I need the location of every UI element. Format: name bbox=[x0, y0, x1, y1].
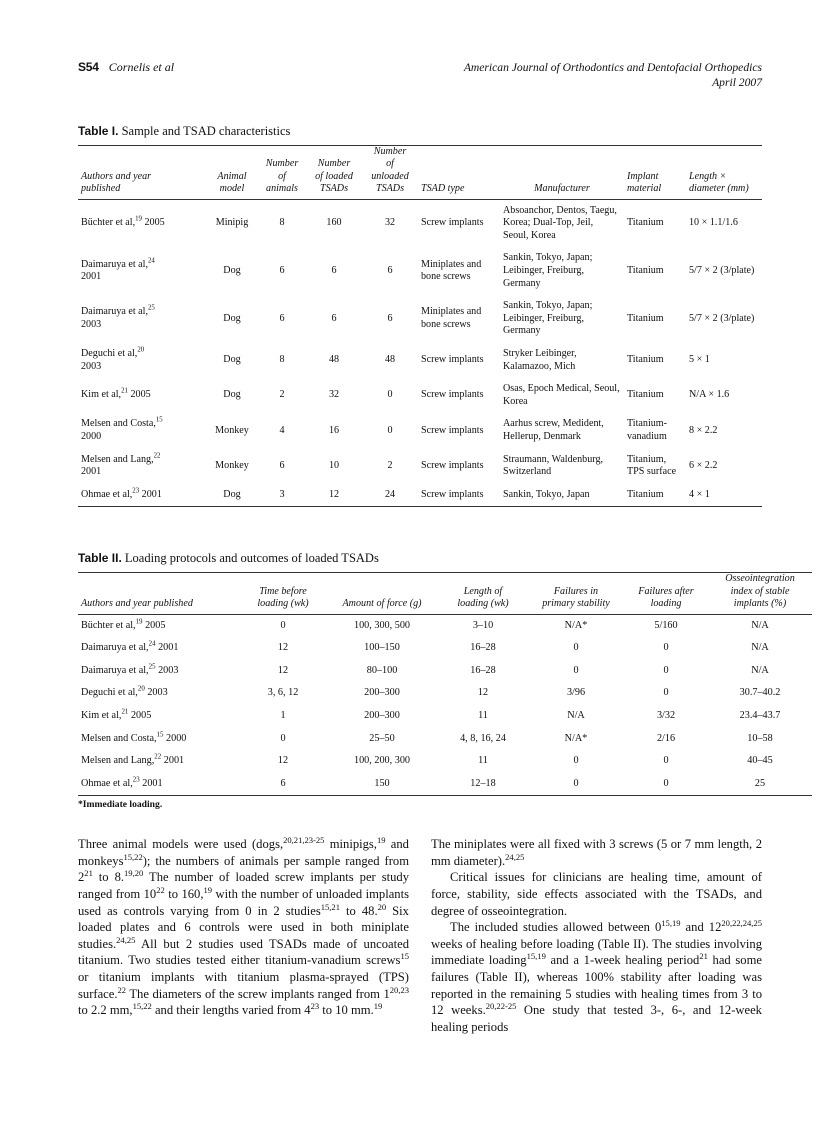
cell-length-of-loading: 11 bbox=[478, 755, 488, 767]
cell-number-loaded: 10 bbox=[328, 459, 340, 471]
table-2-body bbox=[78, 614, 812, 796]
cell-animal-model: Dog bbox=[223, 354, 241, 366]
cell-osseointegration-index: N/A bbox=[751, 664, 769, 676]
cell-manufacturer: Sankin, Tokyo, Japan; Leibinger, Freiburg, Germany bbox=[503, 252, 593, 289]
body-column-right bbox=[431, 836, 762, 1035]
cell-implant-material: Titanium, TPS surface bbox=[627, 453, 677, 478]
cell-author-year: Ohmae et al,$^{23}$ 2001 bbox=[78, 773, 240, 796]
table-row bbox=[78, 773, 812, 796]
cell-osseointegration-index: 25 bbox=[708, 773, 812, 796]
cell-author-year: Melsen and Costa,$^{15}$ 2000 bbox=[81, 731, 187, 744]
cell-manufacturer: Absoanchor, Dentos, Taegu, Korea; Dual-Top, Jeil, Seoul, Korea bbox=[503, 204, 617, 241]
body-column-left bbox=[78, 836, 409, 1035]
journal-title: American Journal of Orthodontics and Dentofacial Orthopedics bbox=[463, 61, 762, 74]
cell-author-year: Daimaruya et al,$^{25}$ 2003 bbox=[81, 663, 179, 676]
table-1-block bbox=[78, 124, 762, 507]
cell-manufacturer: Sankin, Tokyo, Japan; Leibinger, Freiburg, Germany bbox=[503, 300, 593, 337]
cell-number-animals: 8 bbox=[279, 217, 285, 229]
cell-number-unloaded: 24 bbox=[362, 484, 418, 507]
cell-time-before-loading: 12 bbox=[277, 664, 289, 676]
th2-failures-after-loading: Failures after loading bbox=[624, 573, 708, 614]
cell-author-year: Büchter et al,$^{19}$ 2005 bbox=[81, 215, 165, 229]
cell-osseointegration-index: N/A bbox=[751, 642, 769, 654]
cell-implant-material: Titanium bbox=[624, 484, 686, 507]
cell-author-year: Melsen and Lang,$^{22}$ 2001 bbox=[81, 452, 161, 478]
cell-failures-primary: 0 bbox=[528, 773, 624, 796]
th2-authors-year: Authors and year published bbox=[78, 573, 240, 614]
table-row bbox=[78, 614, 812, 637]
th2-failures-primary-stability: Failures in primary stability bbox=[528, 573, 624, 614]
th-number-loaded-tsads: Number of loaded TSADs bbox=[306, 146, 362, 200]
cell-manufacturer: Straumann, Waldenburg, Switzerland bbox=[503, 453, 604, 478]
th2-amount-of-force: Amount of force (g) bbox=[326, 573, 438, 614]
table-row bbox=[78, 295, 762, 343]
cell-author-year: Kim et al,$^{21}$ 2005 bbox=[81, 388, 151, 401]
cell-failures-primary: 0 bbox=[573, 755, 579, 767]
cell-implant-material: Titanium bbox=[627, 312, 664, 324]
cell-author-year: Melsen and Lang,$^{22}$ 2001 bbox=[81, 753, 185, 767]
table-row bbox=[78, 449, 762, 484]
table-row bbox=[78, 750, 812, 773]
cell-failures-primary: 0 bbox=[573, 664, 579, 676]
cell-time-before-loading: 1 bbox=[280, 709, 286, 721]
cell-tsad-type: Screw implants bbox=[421, 217, 484, 229]
table-row bbox=[78, 728, 812, 751]
cell-tsad-type: Screw implants bbox=[421, 354, 484, 366]
cell-number-animals: 6 bbox=[279, 265, 285, 276]
cell-failures-after: 0 bbox=[663, 687, 669, 699]
cell-number-unloaded: 48 bbox=[384, 354, 396, 366]
th-animal-model: Animal model bbox=[206, 146, 258, 200]
cell-amount-of-force: 80–100 bbox=[366, 664, 398, 676]
cell-length-of-loading: 16–28 bbox=[470, 642, 496, 654]
cell-animal-model: Minipig bbox=[215, 217, 249, 229]
cell-amount-of-force: 200–300 bbox=[364, 687, 400, 699]
table-row bbox=[78, 637, 812, 660]
table-2-footnote: *Immediate loading. bbox=[78, 799, 163, 811]
cell-amount-of-force: 150 bbox=[326, 773, 438, 796]
cell-number-unloaded: 6 bbox=[387, 265, 393, 276]
running-head-right bbox=[464, 60, 762, 90]
cell-length-of-loading: 3–10 bbox=[472, 619, 494, 631]
page-folio: S54 bbox=[78, 60, 99, 74]
cell-tsad-type: Screw implants bbox=[418, 484, 500, 507]
cell-number-animals: 6 bbox=[279, 459, 285, 471]
cell-manufacturer: Aarhus screw, Medident, Hellerup, Denmark bbox=[503, 418, 604, 442]
cell-time-before-loading: 6 bbox=[240, 773, 326, 796]
cell-number-animals: 6 bbox=[279, 312, 285, 324]
cell-time-before-loading: 0 bbox=[280, 619, 286, 631]
cell-failures-primary: N/A* bbox=[564, 619, 588, 631]
running-head-left bbox=[78, 60, 174, 76]
cell-number-loaded: 48 bbox=[328, 354, 340, 366]
th2-time-before-loading: Time before loading (wk) bbox=[240, 573, 326, 614]
cell-tsad-type: Screw implants bbox=[421, 424, 484, 436]
cell-number-loaded: 160 bbox=[326, 217, 342, 229]
cell-number-animals: 3 bbox=[258, 484, 306, 507]
cell-number-animals: 4 bbox=[279, 424, 285, 436]
cell-number-loaded: 6 bbox=[331, 265, 337, 276]
cell-manufacturer: Stryker Leibinger, Kalamazoo, Mich bbox=[503, 347, 577, 372]
th-manufacturer: Manufacturer bbox=[500, 146, 624, 200]
cell-number-loaded: 16 bbox=[328, 424, 340, 436]
cell-tsad-type: Screw implants bbox=[421, 389, 484, 401]
cell-implant-material: Titanium bbox=[627, 389, 664, 401]
cell-length-of-loading: 11 bbox=[478, 709, 488, 721]
paragraph: The included studies allowed between 0$^{15,19}$ and 12$^{20,22,24,25}$ weeks of healing before loading (Table II). The studies involving immediate loading$^{15,19}$ and a 1-week healing period$^{21}$ had some failures (Table II), whereas 100% stability after loading was reported in the remaining 5 studies with healing times from 3 to 12 weeks.$^{20,22-25}$ One study that tested 3-, 6-, and 12-week healing periods bbox=[431, 918, 762, 1034]
cell-osseointegration-index: 30.7–40.2 bbox=[739, 687, 781, 699]
cell-failures-primary: 0 bbox=[573, 642, 579, 654]
paragraph: Critical issues for clinicians are healing time, amount of force, stability, side effects associated with the TSADs, and degree of osseointegration. bbox=[431, 870, 762, 918]
table-1-body bbox=[78, 199, 762, 507]
cell-failures-after: 0 bbox=[663, 664, 669, 676]
th-length-diameter: Length × diameter (mm) bbox=[686, 146, 762, 200]
cell-time-before-loading: 12 bbox=[277, 755, 289, 767]
running-head bbox=[78, 60, 762, 90]
cell-author-year: Büchter et al,$^{19}$ 2005 bbox=[81, 618, 166, 631]
table-1-head bbox=[78, 146, 762, 200]
paragraph: Three animal models were used (dogs,$^{20,21,23-25}$ minipigs,$^{19}$ and monkeys$^{15,22}$); the numbers of animals per sample ranged from $2^{21}$ to 8.$^{19,20}$ The number of loaded screw implants per study ranged from $10^{22}$ to 160,19 with the number of unloaded implants used as controls varying from 0 in 2 studies$^{15,21}$ to 48.20 Six loaded plates and 6 controls were used in both miniplate studies.$^{24,25}$ All but 2 studies used TSADs made of uncoated titanium. Two studies tested either titanium-vanadium screws$^{15}$ or titanium implants with titanium plasma-sprayed (TPS) surface.$^{22}$ The diameters of the screw implants ranged from 1$^{20,23}$ to 2.2 mm,$^{15,22}$ and their lengths varied from $4^{23}$ to 10 mm.$^{19}$ bbox=[78, 835, 410, 1018]
table-row bbox=[78, 660, 812, 683]
table-2-block bbox=[78, 551, 795, 811]
cell-author-year: Melsen and Costa,$^{15}$ 2000 bbox=[81, 416, 163, 442]
cell-time-before-loading: 3, 6, 12 bbox=[267, 687, 299, 699]
cell-author-year: Deguchi et al,$^{20}$ 2003 bbox=[81, 685, 168, 699]
cell-animal-model: Monkey bbox=[215, 424, 249, 436]
issue-date: April 2007 bbox=[712, 76, 762, 89]
cell-implant-material: Titanium bbox=[627, 217, 664, 229]
th-number-unloaded-tsads: Number of unloaded TSADs bbox=[362, 146, 418, 200]
cell-author-year: Deguchi et al,$^{20}$ 2003 bbox=[81, 346, 145, 372]
cell-failures-after: 3/32 bbox=[656, 709, 676, 721]
cell-number-animals: 8 bbox=[279, 354, 285, 366]
cell-number-unloaded: 2 bbox=[387, 459, 393, 471]
cell-animal-model: Dog bbox=[223, 265, 241, 276]
cell-osseointegration-index: 10–58 bbox=[747, 732, 773, 744]
cell-length-of-loading: 4, 8, 16, 24 bbox=[460, 732, 506, 744]
cell-failures-primary: N/A* bbox=[564, 732, 588, 744]
table-1-caption bbox=[78, 124, 762, 139]
cell-amount-of-force: 100, 300, 500 bbox=[353, 619, 411, 631]
cell-tsad-type: Miniplates and bone screws bbox=[421, 258, 482, 283]
cell-number-unloaded: 0 bbox=[387, 424, 393, 436]
cell-amount-of-force: 100–150 bbox=[364, 642, 400, 654]
table-2-caption bbox=[78, 551, 762, 566]
table-2-head bbox=[78, 573, 812, 614]
th-number-animals: Number of animals bbox=[258, 146, 306, 200]
cell-length-of-loading: 12 bbox=[477, 687, 489, 699]
cell-osseointegration-index: N/A bbox=[751, 619, 769, 631]
cell-author-year: Daimaruya et al,$^{24}$ 2001 bbox=[81, 257, 155, 283]
cell-number-unloaded: 0 bbox=[387, 389, 393, 401]
cell-author-year: Daimaruya et al,$^{25}$ 2003 bbox=[81, 305, 155, 331]
paragraph: The miniplates were all fixed with 3 screws (5 or 7 mm length, 2 mm diameter).$^{24,25}$ bbox=[431, 837, 762, 868]
cell-number-loaded: 32 bbox=[328, 389, 340, 401]
cell-tsad-type: Miniplates and bone screws bbox=[421, 306, 482, 331]
cell-length-diameter: N/A × 1.6 bbox=[689, 389, 730, 401]
cell-amount-of-force: 100, 200, 300 bbox=[353, 755, 411, 767]
cell-length-diameter: 4 × 1 bbox=[686, 484, 762, 507]
table-1-number: Table I. bbox=[78, 124, 119, 138]
cell-osseointegration-index: 40–45 bbox=[747, 755, 773, 767]
table-row bbox=[78, 484, 762, 507]
cell-failures-after: 0 bbox=[663, 755, 669, 767]
cell-length-diameter: 10 × 1.1/1.6 bbox=[689, 217, 738, 229]
cell-manufacturer: Osas, Epoch Medical, Seoul, Korea bbox=[503, 383, 620, 407]
cell-failures-after: 2/16 bbox=[656, 732, 676, 744]
body-text bbox=[78, 836, 762, 1035]
table-2-number: Table II. bbox=[78, 551, 122, 566]
cell-animal-model: Dog bbox=[223, 312, 241, 324]
cell-implant-material: Titanium-vanadium bbox=[627, 418, 668, 442]
cell-failures-after: 0 bbox=[624, 773, 708, 796]
cell-number-animals: 2 bbox=[279, 389, 285, 401]
table-1 bbox=[78, 145, 762, 507]
th-tsad-type: TSAD type bbox=[418, 146, 500, 200]
cell-implant-material: Titanium bbox=[627, 265, 664, 276]
cell-failures-after: 5/160 bbox=[654, 619, 678, 631]
running-head-author: Cornelis et al bbox=[108, 60, 175, 74]
table-row bbox=[78, 413, 762, 448]
th-authors-year: Authors and year published bbox=[78, 146, 206, 200]
th2-osseointegration-index: Osseointegration index of stable implants (%) bbox=[708, 573, 812, 614]
cell-length-of-loading: 12–18 bbox=[438, 773, 528, 796]
table-row bbox=[78, 247, 762, 295]
cell-length-diameter: 5/7 × 2 (3/plate) bbox=[689, 265, 755, 276]
table-2 bbox=[78, 572, 812, 796]
cell-tsad-type: Screw implants bbox=[421, 459, 484, 471]
cell-length-diameter: 5 × 1 bbox=[689, 354, 710, 366]
cell-author-year: Kim et al,$^{21}$ 2005 bbox=[81, 708, 152, 721]
cell-author-year: Daimaruya et al,$^{24}$ 2001 bbox=[81, 640, 179, 654]
cell-time-before-loading: 12 bbox=[277, 642, 289, 654]
cell-number-loaded: 12 bbox=[306, 484, 362, 507]
th-implant-material: Implant material bbox=[624, 146, 686, 200]
cell-animal-model: Dog bbox=[206, 484, 258, 507]
cell-number-loaded: 6 bbox=[331, 312, 337, 324]
cell-number-unloaded: 6 bbox=[387, 312, 393, 324]
cell-length-diameter: 8 × 2.2 bbox=[689, 424, 718, 436]
table-row bbox=[78, 343, 762, 378]
table-row bbox=[78, 705, 812, 728]
cell-animal-model: Dog bbox=[223, 389, 241, 401]
cell-failures-primary: 3/96 bbox=[566, 687, 586, 699]
cell-osseointegration-index: 23.4–43.7 bbox=[739, 709, 781, 721]
cell-length-of-loading: 16–28 bbox=[470, 664, 496, 676]
table-1-title: Sample and TSAD characteristics bbox=[121, 124, 291, 138]
table-row bbox=[78, 682, 812, 705]
cell-implant-material: Titanium bbox=[627, 354, 664, 366]
cell-author-year: Ohmae et al,$^{23}$ 2001 bbox=[78, 484, 206, 507]
cell-failures-primary: N/A bbox=[567, 709, 585, 721]
cell-time-before-loading: 0 bbox=[280, 732, 286, 744]
cell-amount-of-force: 200–300 bbox=[364, 709, 400, 721]
cell-length-diameter: 5/7 × 2 (3/plate) bbox=[689, 312, 755, 324]
cell-animal-model: Monkey bbox=[215, 459, 249, 471]
cell-amount-of-force: 25–50 bbox=[369, 732, 395, 744]
th2-length-of-loading: Length of loading (wk) bbox=[438, 573, 528, 614]
cell-number-unloaded: 32 bbox=[384, 217, 396, 229]
table-row bbox=[78, 199, 762, 247]
table-row bbox=[78, 378, 762, 413]
cell-manufacturer: Sankin, Tokyo, Japan bbox=[500, 484, 624, 507]
table-2-title: Loading protocols and outcomes of loaded TSADs bbox=[124, 551, 379, 566]
cell-failures-after: 0 bbox=[663, 642, 669, 654]
cell-length-diameter: 6 × 2.2 bbox=[689, 459, 718, 471]
